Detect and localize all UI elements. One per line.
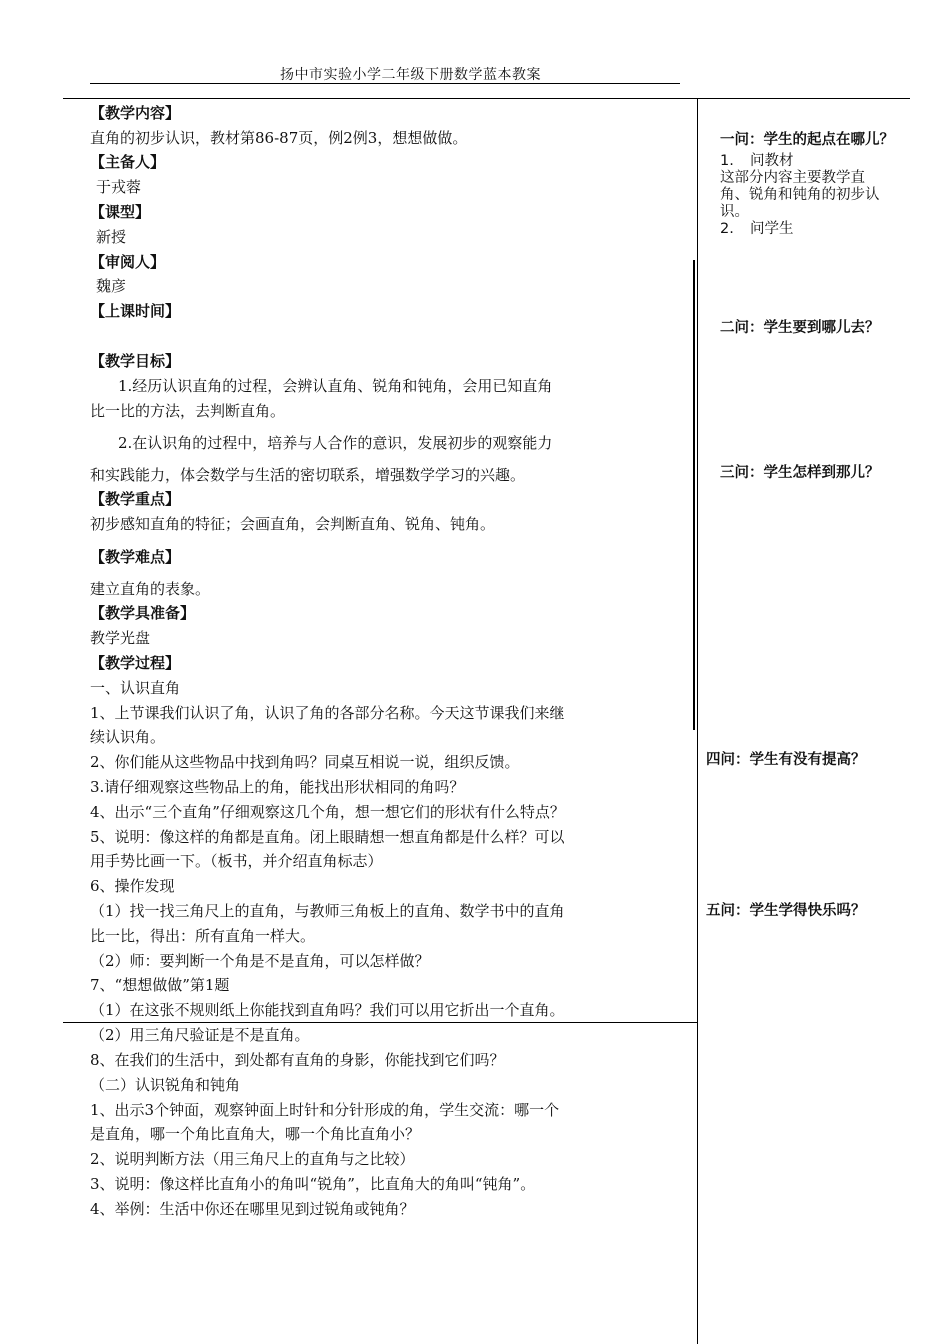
process-line: （2）用三角尺验证是不是直角。 <box>90 1026 310 1044</box>
q1-item-1-label: 问教材 <box>750 153 794 169</box>
process-line: 8、在我们的生活中，到处都有直角的身影，你能找到它们吗？ <box>90 1051 505 1069</box>
column-divider <box>697 98 698 1344</box>
reviewer-heading: 【审阅人】 <box>90 253 166 271</box>
question-4: 四问：学生有没有提高？ <box>706 752 866 768</box>
q1-text-line-2: 角、锐角和钝角的初步认 <box>720 187 880 203</box>
goal-1-line-1: 1.经历认识直角的过程，会辨认直角、锐角和钝角，会用已知直角 <box>118 377 553 395</box>
question-3: 三问：学生怎样到那儿？ <box>720 465 880 481</box>
preparer-heading: 【主备人】 <box>90 153 166 171</box>
goals-heading: 【教学目标】 <box>90 352 181 370</box>
process-line: 3.请仔细观察这些物品上的角，能找出形状相同的角吗？ <box>90 778 465 796</box>
process-line: 5、说明：像这样的角都是直角。闭上眼睛想一想直角都是什么样？可以 <box>90 828 565 846</box>
reviewer-name: 魏彦 <box>96 277 127 295</box>
table-top-border <box>63 98 910 99</box>
q1-text-line-1: 这部分内容主要教学直 <box>720 170 865 186</box>
content-heading: 【教学内容】 <box>90 104 181 122</box>
column-divider-inner <box>693 260 695 730</box>
process-line: 6、操作发现 <box>90 877 175 895</box>
lesson-type: 新授 <box>96 228 127 246</box>
time-heading: 【上课时间】 <box>90 302 181 320</box>
q1-item-1-number: 1. <box>720 153 734 169</box>
process-line: 是直角，哪一个角比直角大，哪一个角比直角小？ <box>90 1125 421 1143</box>
process-line: 4、出示“三个直角”仔细观察这几个角，想一想它们的形状有什么特点？ <box>90 803 565 821</box>
process-line: （2）师：要判断一个角是不是直角，可以怎样做？ <box>90 952 430 970</box>
process-line: 用手势比画一下。（板书，并介绍直角标志） <box>90 852 383 870</box>
page-header-title: 扬中市实验小学二年级下册数学蓝本教案 <box>280 67 541 83</box>
preparer-name: 于戎蓉 <box>96 178 142 196</box>
row-divider <box>63 1022 697 1023</box>
tools-heading: 【教学具准备】 <box>90 604 196 622</box>
process-line: 续认识角。 <box>90 728 166 746</box>
process-line: 7、“想想做做”第1题 <box>90 976 230 994</box>
question-2: 二问：学生要到哪儿去？ <box>720 320 880 336</box>
key-heading: 【教学重点】 <box>90 490 181 508</box>
goal-2-line-1: 2.在认识角的过程中，培养与人合作的意识，发展初步的观察能力 <box>118 434 553 452</box>
type-heading: 【课型】 <box>90 203 151 221</box>
content-text: 直角的初步认识，教材第86-87页，例2例3，想想做做。 <box>90 129 468 147</box>
question-5: 五问：学生学得快乐吗？ <box>706 903 866 919</box>
process-line: （1）在这张不规则纸上你能找到直角吗？我们可以用它折出一个直角。 <box>90 1001 565 1019</box>
q1-item-1 <box>720 153 794 170</box>
process-line: （1）找一找三角尺上的直角，与教师三角板上的直角、数学书中的直角 <box>90 902 565 920</box>
q1-text-line-3: 识。 <box>720 204 749 220</box>
process-line: 1、出示3个钟面，观察钟面上时针和分针形成的角，学生交流：哪一个 <box>90 1101 560 1119</box>
process-line: 1、上节课我们认识了角，认识了角的各部分名称。今天这节课我们来继 <box>90 704 565 722</box>
q1-item-2 <box>720 221 794 238</box>
process-heading: 【教学过程】 <box>90 654 181 672</box>
process-line: 2、你们能从这些物品中找到角吗？同桌互相说一说，组织反馈。 <box>90 753 520 771</box>
goal-2-line-2: 和实践能力，体会数学与生活的密切联系，增强数学学习的兴趣。 <box>90 466 526 484</box>
difficulty-text: 建立直角的表象。 <box>90 580 211 598</box>
process-line: 比一比，得出：所有直角一样大。 <box>90 927 316 945</box>
process-line: 2、说明判断方法（用三角尺上的直角与之比较） <box>90 1150 415 1168</box>
goal-1-line-2: 比一比的方法，去判断直角。 <box>90 402 286 420</box>
key-text: 初步感知直角的特征；会画直角，会判断直角、锐角、钝角。 <box>90 515 496 533</box>
q1-item-2-label: 问学生 <box>750 221 794 237</box>
q1-item-2-number: 2. <box>720 221 734 237</box>
question-1: 一问：学生的起点在哪儿？ <box>720 132 894 148</box>
process-line: （二）认识锐角和钝角 <box>90 1076 241 1094</box>
difficulty-heading: 【教学难点】 <box>90 548 181 566</box>
process-line: 4、举例：生活中你还在哪里见到过锐角或钝角？ <box>90 1200 415 1218</box>
header-rule <box>90 83 680 84</box>
process-line: 3、说明：像这样比直角小的角叫“锐角”，比直角大的角叫“钝角”。 <box>90 1175 536 1193</box>
process-line: 一、认识直角 <box>90 679 181 697</box>
tools-text: 教学光盘 <box>90 629 151 647</box>
